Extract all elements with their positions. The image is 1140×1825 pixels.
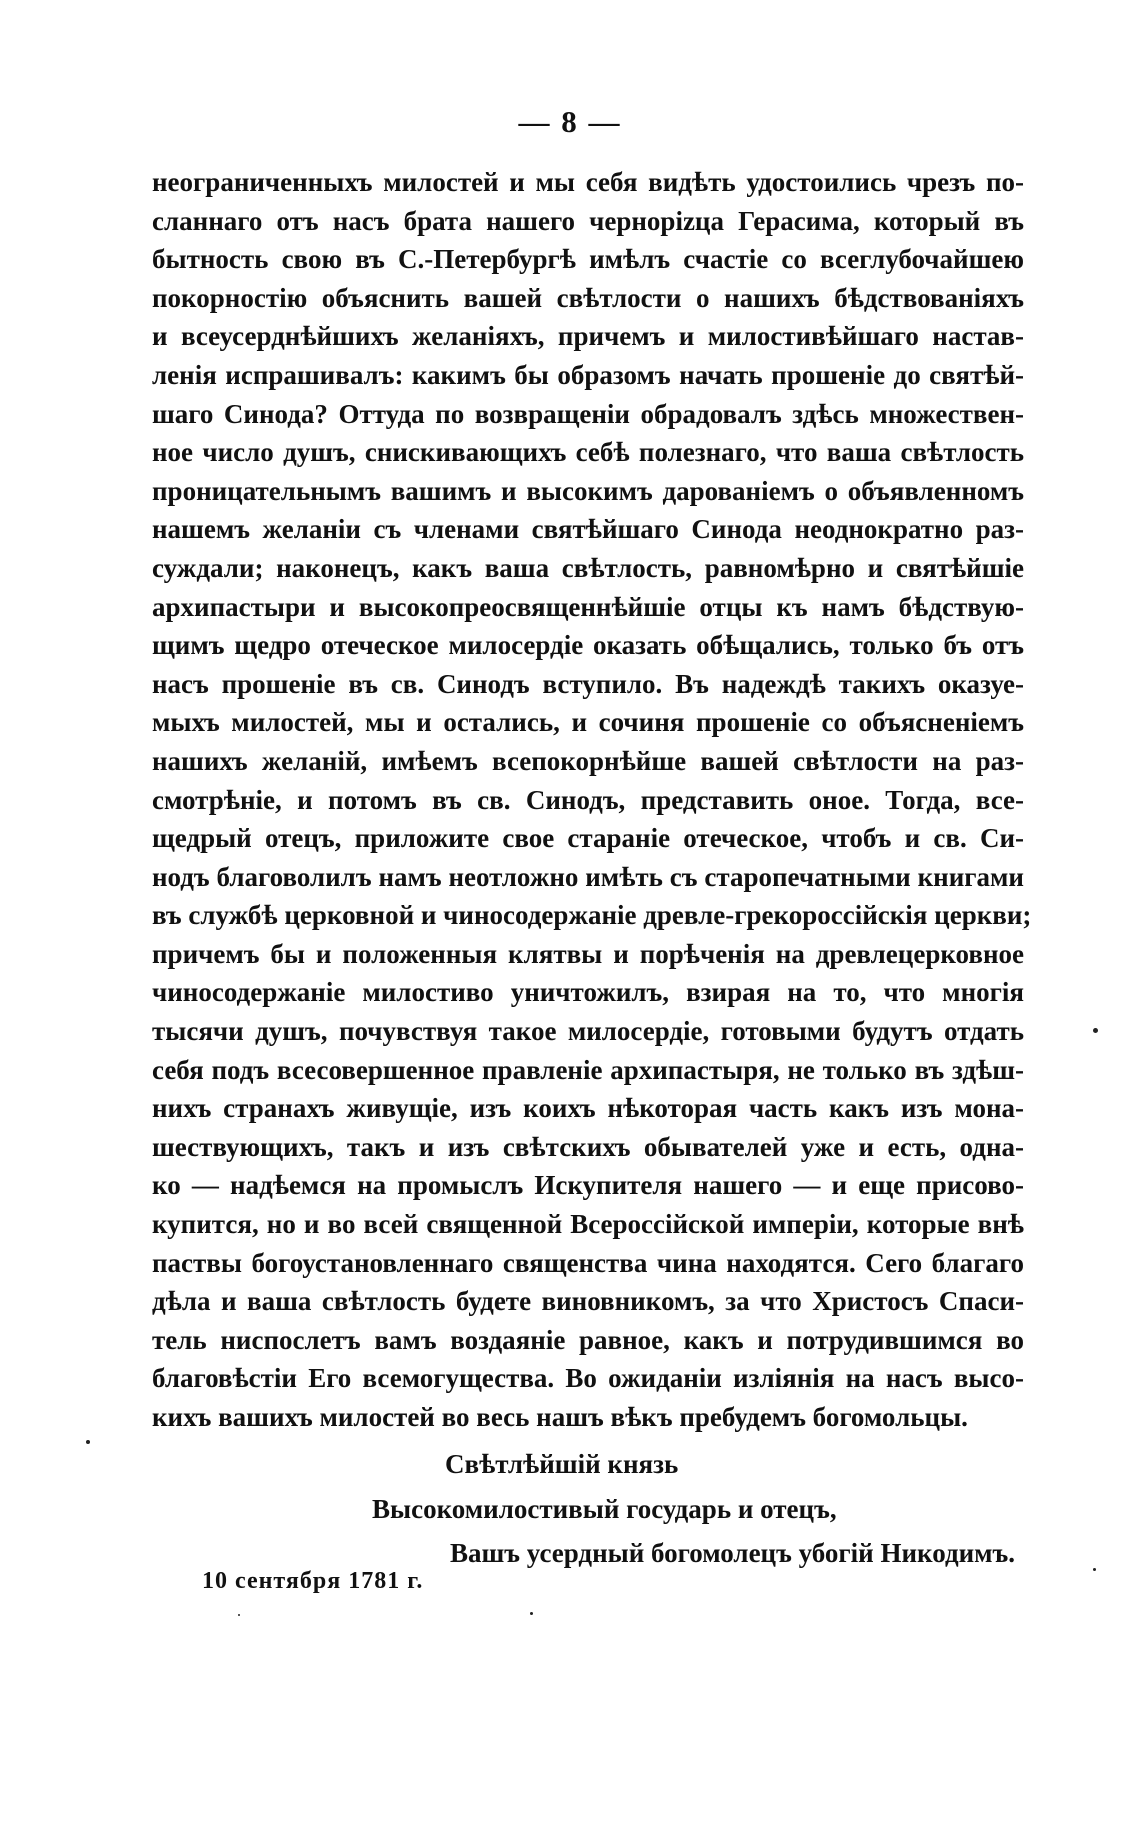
text-line: кихъ вашихъ милостей во весь нашъ вѣкъ пребудемъ богомольцы. xyxy=(152,1402,968,1432)
text-line: ко — надѣемся на промыслъ Искупителя нашего — и еще присово- xyxy=(152,1170,1024,1201)
letter-date: 10 сентября 1781 г. xyxy=(202,1568,424,1594)
text-line: чиносодержаніе милостиво уничтожилъ, взирая на то, что многія xyxy=(152,977,1024,1008)
text-line: мыхъ милостей, мы и остались, и сочиня прошеніе со объясненіемъ xyxy=(152,707,1024,738)
text-line: въ службѣ церковной и чиносодержаніе древле-грекороссійскія церкви; xyxy=(152,900,1032,931)
signature-salutation: Свѣтлѣйшій князь xyxy=(445,1449,679,1479)
letter-body xyxy=(152,163,1032,1437)
text-line: тысячи душъ, почувствуя такое милосердіе, готовыми будутъ отдать xyxy=(152,1016,1024,1047)
text-line: дѣла и ваша свѣтлость будете виновникомъ, за что Христосъ Спаси- xyxy=(152,1286,1024,1317)
text-line: щимъ щедро отеческое милосердіе оказать обѣщались, только бъ отъ xyxy=(152,630,1024,661)
text-line: причемъ бы и положенныя клятвы и порѣченія на древлецерковное xyxy=(152,938,1024,969)
signature-name: Вашъ усердный богомолецъ убогій Никодимъ. xyxy=(450,1538,1016,1568)
text-line: шаго Синода? Оттуда по возвращеніи обрадовалъ здѣсь множествен- xyxy=(152,398,1024,429)
scan-speck xyxy=(1093,1568,1096,1571)
text-line: неограниченныхъ милостей и мы себя видѣть удостоились чрезъ по- xyxy=(152,167,1024,197)
scan-speck xyxy=(86,1440,90,1444)
page-number: — 8 — xyxy=(518,104,622,139)
text-line: тель ниспослетъ вамъ воздаяніе равное, какъ и потрудившимся во xyxy=(152,1324,1024,1355)
text-line: нодъ благоволилъ намъ неотложно имѣть съ старопечатными книгами xyxy=(152,861,1024,892)
text-line: и всеусерднѣйшихъ желаніяхъ, причемъ и милостивѣйшаго настав- xyxy=(152,321,1024,352)
text-line: сланнаго отъ насъ брата нашего чернорizца Герасима, который въ xyxy=(152,205,1024,236)
scan-speck xyxy=(238,1614,240,1616)
scan-speck xyxy=(530,1612,533,1615)
text-line: суждали; наконецъ, какъ ваша свѣтлость, равномѣрно и святѣйшіе xyxy=(152,552,1024,583)
text-line: бытность свою въ С.-Петербургѣ имѣлъ счастіе со всеглубочайшею xyxy=(152,244,1024,275)
text-line: благовѣстіи Его всемогущества. Во ожиданіи изліянія на насъ высо- xyxy=(152,1363,1024,1394)
signature-address: Высокомилостивый государь и отецъ, xyxy=(372,1494,837,1524)
text-line: паствы богоустановленнаго священства чина находятся. Сего благаго xyxy=(152,1247,1024,1278)
text-line: насъ прошеніе въ св. Синодъ вступило. Въ надеждѣ такихъ оказуе- xyxy=(152,668,1024,699)
text-line: шествующихъ, такъ и изъ свѣтскихъ обывателей уже и есть, одна- xyxy=(152,1131,1024,1162)
text-line: проницательнымъ вашимъ и высокимъ дарованіемъ о объявленномъ xyxy=(152,475,1024,506)
text-line: смотрѣніе, и потомъ въ св. Синодъ, представить оное. Тогда, все- xyxy=(152,784,1024,815)
text-line: нихъ странахъ живущіе, изъ коихъ нѣкоторая часть какъ изъ мона- xyxy=(152,1093,1024,1124)
text-line: ное число душъ, снискивающихъ себѣ полезнаго, что ваша свѣтлость xyxy=(152,437,1024,468)
text-line: ленія испрашивалъ: какимъ бы образомъ начать прошеніе до святѣй- xyxy=(152,359,1024,390)
text-line: купится, но и во всей священной Всероссійской имперіи, которые внѣ xyxy=(152,1209,1024,1240)
text-line: нашемъ желаніи съ членами святѣйшаго Синода неоднократно раз- xyxy=(152,514,1024,545)
text-line: щедрый отецъ, приложите свое стараніе отеческое, чтобъ и св. Си- xyxy=(152,823,1024,854)
text-line: покорностію объяснить вашей свѣтлости о нашихъ бѣдствованіяхъ xyxy=(152,282,1024,313)
text-line: себя подъ всесовершенное правленіе архипастыря, не только въ здѣш- xyxy=(152,1054,1024,1085)
text-line: нашихъ желаній, имѣемъ всепокорнѣйше вашей свѣтлости на раз- xyxy=(152,745,1024,776)
scan-speck xyxy=(1093,1028,1098,1033)
text-line: архипастыри и высокопреосвященнѣйшіе отцы къ намъ бѣдствую- xyxy=(152,591,1024,622)
